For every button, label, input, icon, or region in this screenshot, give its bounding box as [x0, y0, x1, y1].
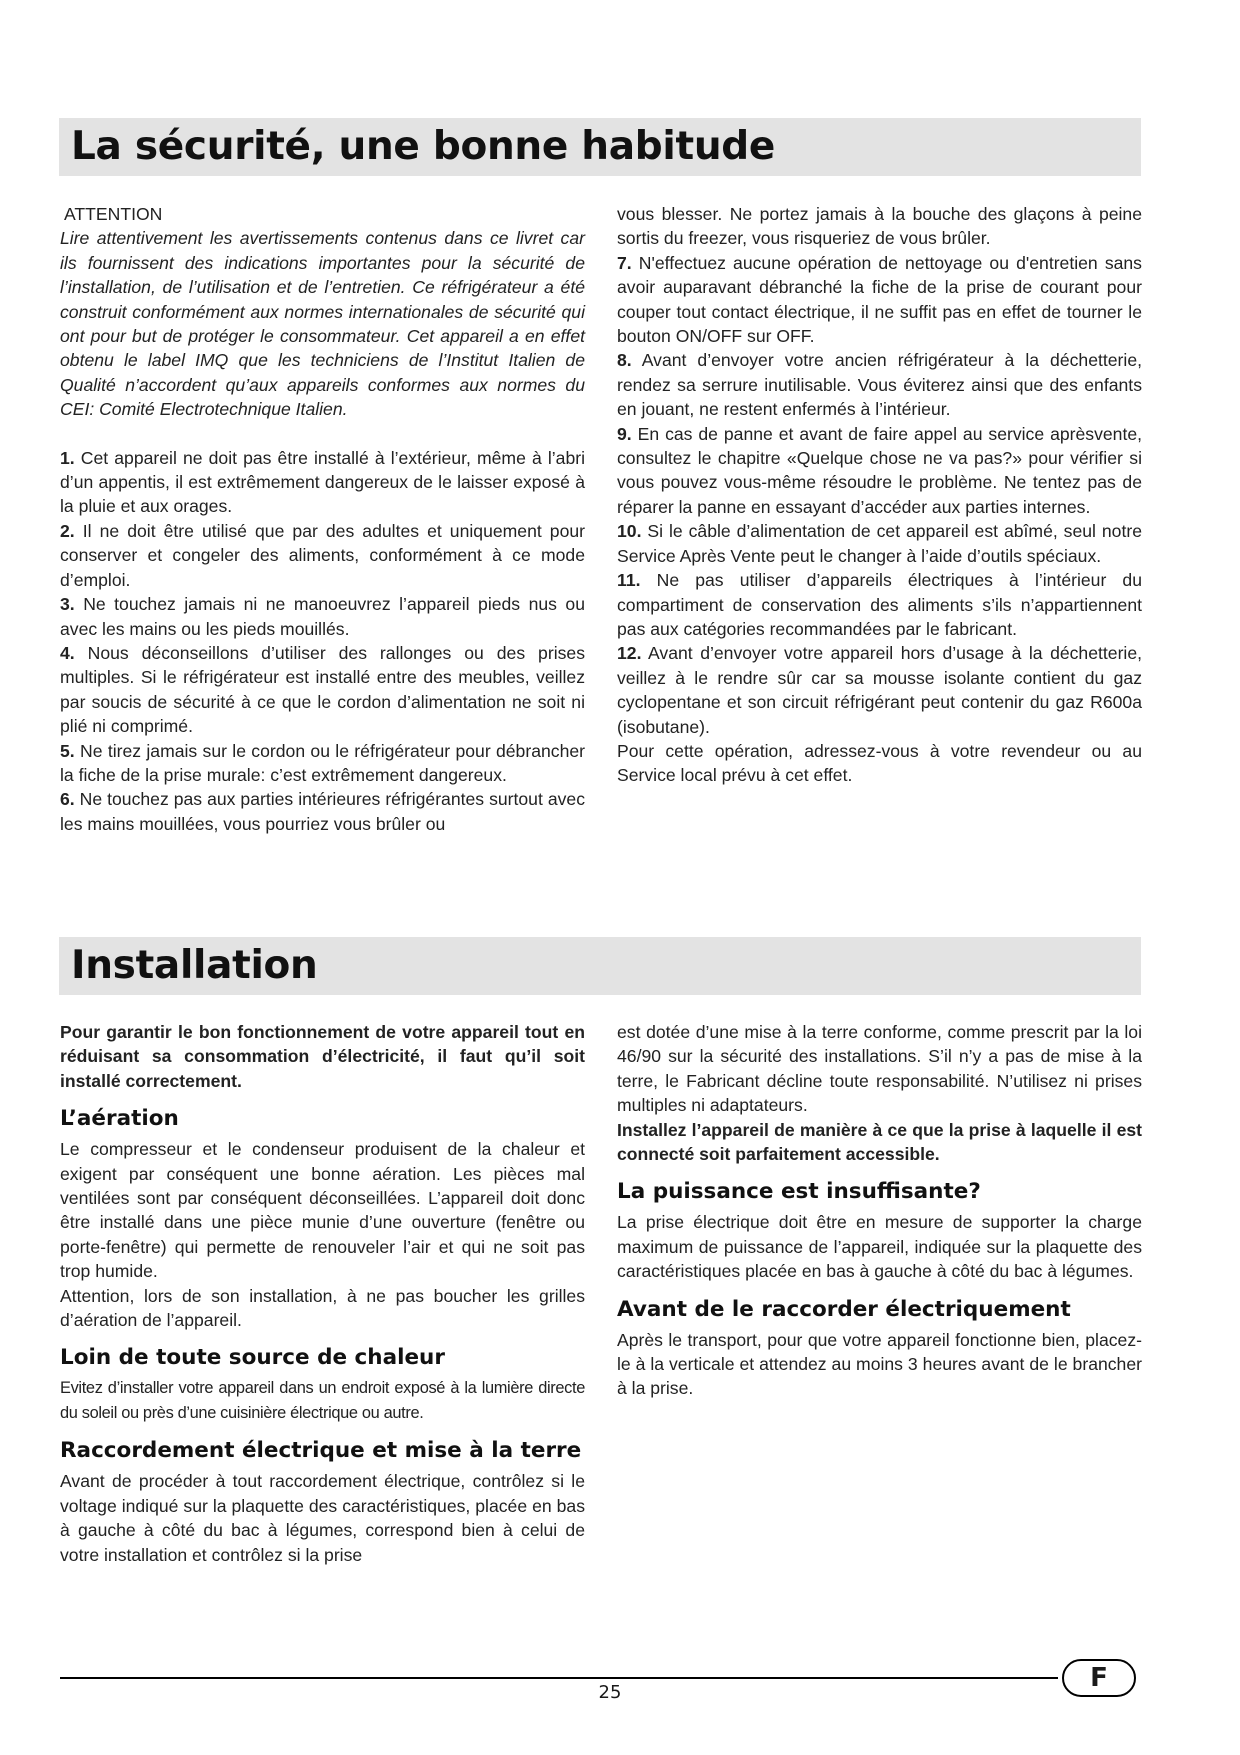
- safety-banner: [59, 118, 1141, 176]
- safety-item-2: 2. Il ne doit être utilisé que par des adultes et uniquement pour conserver et congeler des aliments, conformément à ce mode d’emploi.: [60, 520, 586, 590]
- aeration-text: Le compresseur et le condenseur produisent de la chaleur et exigent par conséquent une bonne aération. Les pièces mal ventilées sont par conséquent déconseillées. L’appareil doit donc être installé dans une pièce munie d’une ouverture (fenêtre ou porte-fenêtre) qui permette de renouveler l’air et qui ne soit pas trop humide.: [60, 1139, 585, 1282]
- safety-closing: Pour cette opération, adressez-vous à votre revendeur ou au Service local prévu à cet effet.: [617, 740, 1142, 786]
- installation-banner: [59, 937, 1141, 995]
- safety-item-8: 8. Avant d’envoyer votre ancien réfrigérateur à la déchetterie, rendez sa serrure inutilisable. Vous éviterez ainsi que des enfants en jouant, ne restent enfermés à l’intérieur.: [617, 350, 1142, 420]
- safety-item-1: 1. Cet appareil ne doit pas être installé à l’extérieur, même à l’abri d’un appentis, il est extrêmement dangereux de le laisser exposé à la pluie et aux orages.: [60, 447, 585, 517]
- language-badge: F: [1062, 1659, 1136, 1697]
- electric-connection-bold-note: Installez l’appareil de manière à ce que la prise à laquelle il est connecté soit parfaitement accessible.: [617, 1119, 1142, 1165]
- safety-item-9: 9. En cas de panne et avant de faire appel au service aprèsvente, consultez le chapitre «Quelque chose ne va pas?» pour vérifier si vous pouvez vous-même résoudre le problème. Ne tentez pas de réparer la panne en essayant d’accéder aux parties internes.: [617, 423, 1143, 517]
- before-connecting-text: Après le transport, pour que votre appareil fonctionne bien, placez-le à la verticale et attendez au moins 3 heures avant de le brancher à la prise.: [617, 1329, 1142, 1399]
- aeration-warning: Attention, lors de son installation, à ne pas boucher les grilles d’aération de l’appareil.: [60, 1285, 585, 1331]
- safety-item-12: 12. Avant d’envoyer votre appareil hors d’usage à la déchetterie, veillez à le rendre sûr car sa mousse isolante contient du gaz cyclopentane et son circuit réfrigérant peut contenir du gaz R600a (isobutane).: [617, 643, 1143, 737]
- safety-item-3: 3. Ne touchez jamais ni ne manoeuvrez l’appareil pieds nus ou avec les mains ou les pieds mouillés.: [60, 594, 585, 639]
- heat-source-text: Evitez d’installer votre appareil dans un endroit exposé à la lumière directe du soleil ou près d’une cuisinière électrique ou autre.: [60, 1379, 585, 1422]
- footer-rule: [60, 1677, 1058, 1679]
- safety-right-column: [617, 202, 1142, 788]
- safety-item-10: 10. Si le câble d’alimentation de cet appareil est abîmé, seul notre Service Après Vente peut le changer à l’aide d’outils spéciaux.: [617, 521, 1142, 566]
- electric-connection-heading: Raccordement électrique et mise à la terre: [60, 1438, 582, 1464]
- page-number: 25: [598, 1682, 622, 1703]
- installation-intro: Pour garantir le bon fonctionnement de votre appareil tout en réduisant sa consommation d’électricité, il faut qu’il soit installé correctement.: [60, 1022, 585, 1091]
- installation-right-column: [617, 1020, 1142, 1401]
- safety-item-4: 4. Nous déconseillons d’utiliser des rallonges ou des prises multiples. Si le réfrigérateur est installé entre des meubles, veillez par soucis de sécurité à ce que le cordon d’alimentation ne soit ni plié ni comprimé.: [60, 642, 585, 737]
- attention-text: Lire attentivement les avertissements contenus dans ce livret car ils fournissent des indications importantes pour la sécurité de l’installation, de l’utilisation et de l’entretien. Ce réfrigérateur a été construit conformément aux normes internationales de sécurité qui ont pour but de protéger le consommateur. Cet appareil a en effet obtenu le label IMQ que les techniciens de l’Institut Italien de Qualité n’accordent qu’aux appareils conformes aux normes du CEI: Comité Electrotechnique Italien.: [60, 228, 585, 420]
- safety-item-5: 5. Ne tirez jamais sur le cordon ou le réfrigérateur pour débrancher la fiche de la prise murale: c’est extrêmement dangereux.: [60, 740, 585, 785]
- attention-label: ATTENTION: [64, 204, 163, 224]
- safety-item-6-continued: vous blesser. Ne portez jamais à la bouche des glaçons à peine sortis du freezer, vous risqueriez de vous brûler.: [617, 204, 1142, 249]
- electric-connection-text: Avant de procéder à tout raccordement électrique, contrôlez si le voltage indiqué sur la plaquette des caractéristiques, placée en bas à gauche à côté du bac à légumes, correspond bien à celui de votre installation et contrôlez si la prise: [60, 1471, 585, 1565]
- safety-item-11: 11. Ne pas utiliser d’appareils électriques à l’intérieur du compartiment de conservation des aliments s’ils n’appartiennent pas aux catégories recommandées par le fabricant.: [617, 570, 1143, 639]
- heat-source-heading: Loin de toute source de chaleur: [60, 1345, 445, 1371]
- safety-left-column: [60, 202, 585, 836]
- installation-title: Installation: [71, 943, 318, 988]
- before-connecting-heading: Avant de le raccorder électriquement: [617, 1296, 1071, 1322]
- electric-connection-continued: est dotée d’une mise à la terre conforme, comme prescrit par la loi 46/90 sur la sécurité des installations. S’il n’y a pas de mise à la terre, le Fabricant décline toute responsabilité. N’utilisez ni prises multiples ni adaptateurs.: [617, 1022, 1142, 1116]
- power-text: La prise électrique doit être en mesure de supporter la charge maximum de puissance de l’appareil, indiquée sur la plaquette des caractéristiques placée en bas à gauche à côté du bac à légumes.: [617, 1212, 1142, 1282]
- safety-item-7: 7. N'effectuez aucune opération de nettoyage ou d'entretien sans avoir auparavant débranché la fiche de la prise de courant pour couper tout contact électrique, il ne suffit pas en effet de tourner le bouton ON/OFF sur OFF.: [617, 252, 1142, 347]
- safety-item-6: 6. Ne touchez pas aux parties intérieures réfrigérantes surtout avec les mains mouillées, vous pourriez vous brûler ou: [60, 789, 585, 834]
- power-heading: La puissance est insuffisante?: [617, 1179, 981, 1205]
- installation-left-column: [60, 1020, 585, 1567]
- safety-title: La sécurité, une bonne habitude: [71, 124, 776, 169]
- aeration-heading: L’aération: [60, 1106, 179, 1132]
